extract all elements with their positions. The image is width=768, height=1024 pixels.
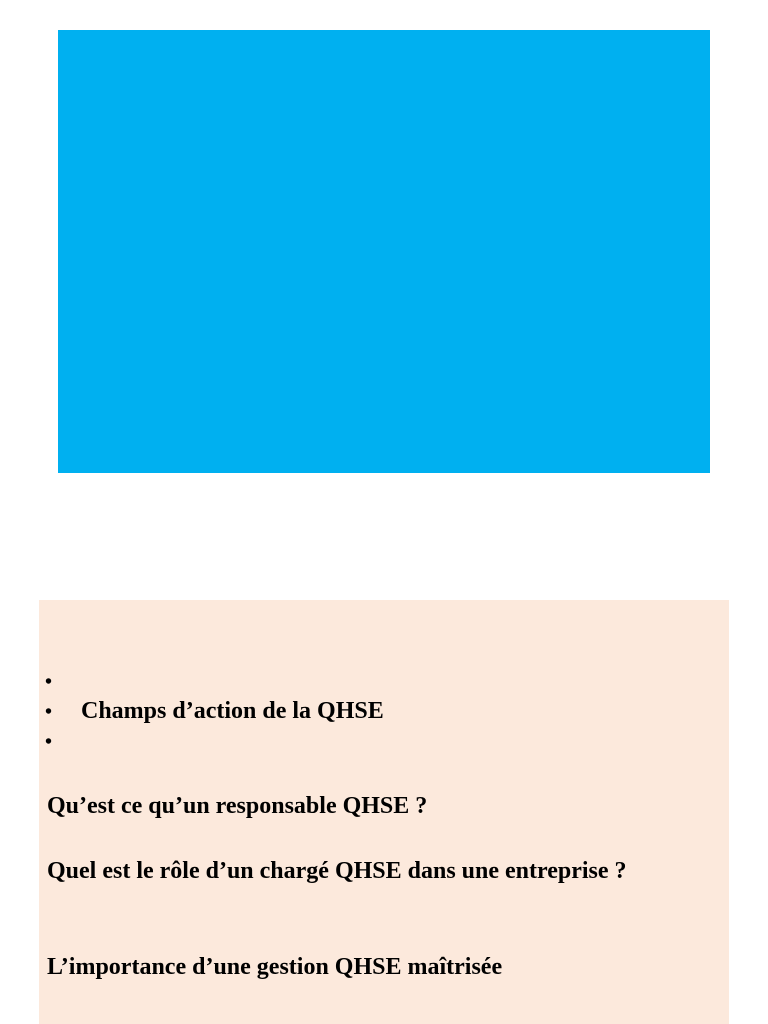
- content-panel: [39, 600, 729, 1024]
- bullet-dot: •: [45, 731, 53, 753]
- blue-image-block: [58, 30, 710, 473]
- heading-importance-gestion-qhse: L’importance d’une gestion QHSE maîtrisée: [47, 954, 503, 980]
- bullet-dot: •: [45, 671, 53, 693]
- bullet-item-empty-2: [45, 726, 384, 756]
- bullet-item-champs-action: [45, 696, 384, 726]
- bullet-dot: •: [45, 701, 53, 723]
- question-role-charge-qhse: Quel est le rôle d’un chargé QHSE dans une entreprise ?: [47, 858, 627, 884]
- question-responsable-qhse: Qu’est ce qu’un responsable QHSE ?: [47, 793, 428, 819]
- bullet-list: [45, 666, 384, 756]
- bullet-item-empty-1: [45, 666, 384, 696]
- bullet-text: Champs d’action de la QHSE: [81, 698, 384, 724]
